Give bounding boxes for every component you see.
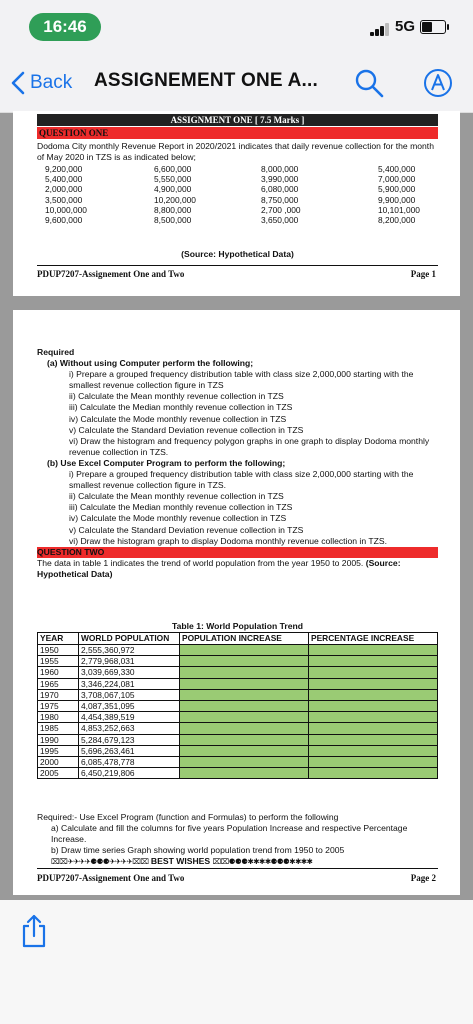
revenue-cell: 5,400,000 <box>45 174 83 185</box>
table-header-cell: PERCENTAGE INCREASE <box>309 633 438 645</box>
revenue-cell: 7,000,000 <box>378 174 416 185</box>
decorative-symbols-right: ⌧⌧⚈⚈⚈✱✱✱✱⚈⚈⚈✱✱✱✱ <box>212 857 313 866</box>
year-cell: 1980 <box>38 712 79 723</box>
percentage-increase-cell[interactable] <box>309 768 438 779</box>
assignment-header: ASSIGNMENT ONE [ 7.5 Marks ] <box>37 114 438 126</box>
percentage-increase-cell[interactable] <box>309 712 438 723</box>
table-row <box>38 712 438 723</box>
population-cell: 6,450,219,806 <box>79 768 180 779</box>
decorative-symbols-left: ⌧⌧✈✈✈✈⚈⚈⚈✈✈✈✈⌧⌧ <box>51 857 149 866</box>
required-two-a: a) Calculate and fill the columns for five years Population Increase and respective Percentage Increase. <box>51 823 408 844</box>
page-footer-rule <box>37 265 438 266</box>
population-cell: 2,555,360,972 <box>79 645 180 656</box>
revenue-cell: 8,800,000 <box>154 204 192 215</box>
document-viewer[interactable] <box>0 113 473 900</box>
page-footer-left: PDUP7207-Assignement One and Two <box>37 873 185 883</box>
revenue-row <box>37 184 427 194</box>
list-item: iii) Calculate the Median monthly revenue collection in TZS <box>69 502 293 513</box>
year-cell: 2005 <box>38 768 79 779</box>
population-increase-cell[interactable] <box>180 689 309 700</box>
revenue-cell: 4,900,000 <box>154 184 192 195</box>
revenue-row <box>37 164 427 174</box>
population-cell: 4,853,252,663 <box>79 723 180 734</box>
revenue-intro: Dodoma City monthly Revenue Report in 2020/2021 indicates that daily revenue collection for the month of May 2020 in TZS is as indicated below; <box>37 141 434 162</box>
population-cell: 5,696,263,461 <box>79 745 180 756</box>
best-wishes-text: BEST WISHES <box>150 856 211 866</box>
required-two-label: Required:- Use Excel Program (function and Formulas) to perform the following <box>37 812 339 822</box>
bottom-toolbar <box>0 900 473 1024</box>
population-increase-cell[interactable] <box>180 645 309 656</box>
percentage-increase-cell[interactable] <box>309 656 438 667</box>
revenue-row <box>37 195 427 205</box>
part-b-list <box>37 469 438 547</box>
required-two-b: b) Draw time series Graph showing world population trend from 1950 to 2005 <box>51 845 345 855</box>
table-row <box>38 745 438 756</box>
population-increase-cell[interactable] <box>180 712 309 723</box>
population-table <box>37 632 438 779</box>
list-item: v) Calculate the Standard Deviation revenue collection in TZS <box>69 524 304 535</box>
population-cell: 2,779,968,031 <box>79 656 180 667</box>
population-cell: 4,454,389,519 <box>79 712 180 723</box>
list-item: iv) Calculate the Mode monthly revenue collection in TZS <box>69 513 287 524</box>
population-cell: 6,085,478,778 <box>79 757 180 768</box>
revenue-cell: 6,080,000 <box>261 184 299 195</box>
source-note: (Source: Hypothetical Data) <box>181 249 294 259</box>
population-increase-cell[interactable] <box>180 768 309 779</box>
percentage-increase-cell[interactable] <box>309 701 438 712</box>
list-item: i) Prepare a grouped frequency distribution table with class size 2,000,000 starting with the smallest revenue collection figure in TZS. <box>69 469 414 491</box>
revenue-cell: 6,600,000 <box>154 164 192 174</box>
table-row <box>38 656 438 667</box>
table-row <box>38 734 438 745</box>
status-time: 16:46 <box>29 13 101 41</box>
revenue-cell: 5,900,000 <box>378 184 416 195</box>
revenue-cell: 8,000,000 <box>261 164 299 174</box>
table-caption: Table 1: World Population Trend <box>172 621 303 631</box>
page-footer-rule <box>37 868 438 869</box>
percentage-increase-cell[interactable] <box>309 667 438 678</box>
page-footer-left: PDUP7207-Assignement One and Two <box>37 269 185 279</box>
table-row <box>38 723 438 734</box>
nav-bar <box>0 52 473 113</box>
share-icon[interactable] <box>19 914 49 948</box>
revenue-cell: 10,101,000 <box>378 204 420 215</box>
revenue-cell: 8,200,000 <box>378 215 416 226</box>
year-cell: 1965 <box>38 678 79 689</box>
required-two-section <box>37 812 438 867</box>
percentage-increase-cell[interactable] <box>309 678 438 689</box>
year-cell: 1955 <box>38 656 79 667</box>
table-row <box>38 757 438 768</box>
revenue-cell: 3,990,000 <box>261 174 299 185</box>
population-cell: 3,346,224,081 <box>79 678 180 689</box>
required-heading: Required <box>37 347 75 357</box>
table-row <box>38 678 438 689</box>
revenue-cell: 5,550,000 <box>154 174 192 185</box>
population-cell: 3,708,067,105 <box>79 689 180 700</box>
year-cell: 1960 <box>38 667 79 678</box>
list-item: vi) Draw the histogram and frequency polygon graphs in one graph to display Dodoma monthly revenue collection in TZS. <box>69 435 430 457</box>
list-item: ii) Calculate the Mean monthly revenue collection in TZS <box>69 391 284 402</box>
table-row <box>38 701 438 712</box>
list-item: ii) Calculate the Mean monthly revenue collection in TZS <box>69 491 284 502</box>
year-cell: 1970 <box>38 689 79 700</box>
year-cell: 1995 <box>38 745 79 756</box>
revenue-cell: 9,600,000 <box>45 215 83 226</box>
population-cell: 4,087,351,095 <box>79 701 180 712</box>
revenue-cell: 5,400,000 <box>378 164 416 174</box>
part-a-list <box>37 369 438 458</box>
question-two-heading: QUESTION TWO <box>37 547 438 558</box>
percentage-increase-cell[interactable] <box>309 723 438 734</box>
year-cell: 1950 <box>38 645 79 656</box>
revenue-cell: 9,200,000 <box>45 164 83 174</box>
population-increase-cell[interactable] <box>180 656 309 667</box>
markup-icon[interactable] <box>423 68 453 98</box>
battery-icon <box>420 20 446 34</box>
year-cell: 2000 <box>38 757 79 768</box>
search-icon[interactable] <box>354 68 384 98</box>
revenue-cell: 2,700 ,000 <box>261 204 301 215</box>
revenue-cell: 8,750,000 <box>261 194 299 205</box>
table-header-cell: YEAR <box>38 633 79 645</box>
page-footer-right: Page 1 <box>410 269 436 279</box>
population-increase-cell[interactable] <box>180 757 309 768</box>
q2-source: (Source: Hypothetical Data) <box>37 557 401 579</box>
table-header-cell: POPULATION INCREASE <box>180 633 309 645</box>
required-two-text <box>37 812 438 823</box>
population-increase-cell[interactable] <box>180 745 309 756</box>
network-label: 5G <box>395 18 416 35</box>
list-item: vi) Draw the histogram graph to display Dodoma monthly revenue collection in TZS. <box>69 535 387 546</box>
table-header-row <box>38 633 438 645</box>
page-footer-right: Page 2 <box>410 873 436 883</box>
q2-intro-text: The data in table 1 indicates the trend of world population from the year 1950 to 2005. <box>37 557 364 568</box>
chevron-left-icon <box>10 71 26 95</box>
document-page-1 <box>13 111 460 296</box>
revenue-cell: 9,900,000 <box>378 194 416 205</box>
table-row <box>38 689 438 700</box>
population-increase-cell[interactable] <box>180 678 309 689</box>
revenue-grid <box>37 164 427 225</box>
table-header-cell: WORLD POPULATION <box>79 633 180 645</box>
population-increase-cell[interactable] <box>180 723 309 734</box>
revenue-row <box>37 174 427 184</box>
list-item: iv) Calculate the Mode monthly revenue collection in TZS <box>69 413 287 424</box>
revenue-cell: 2,000,000 <box>45 184 83 195</box>
list-item: i) Prepare a grouped frequency distribution table with class size 2,000,000 starting with the smallest revenue collection figure in TZS <box>69 369 414 391</box>
revenue-cell: 10,200,000 <box>154 194 196 205</box>
list-item: iii) Calculate the Median monthly revenue collection in TZS <box>69 402 293 413</box>
signal-icon <box>370 22 392 36</box>
revenue-cell: 3,500,000 <box>45 194 83 205</box>
table-row <box>38 667 438 678</box>
document-page-2 <box>13 310 460 895</box>
revenue-row <box>37 205 427 215</box>
population-cell: 5,284,679,123 <box>79 734 180 745</box>
percentage-increase-cell[interactable] <box>309 689 438 700</box>
year-cell: 1975 <box>38 701 79 712</box>
year-cell: 1990 <box>38 734 79 745</box>
question-two-intro <box>37 558 438 580</box>
population-cell: 3,039,669,330 <box>79 667 180 678</box>
percentage-increase-cell[interactable] <box>309 645 438 656</box>
best-wishes-line <box>37 856 438 867</box>
part-b-heading: (b) Use Excel Computer Program to perform the following; <box>47 457 286 468</box>
status-bar <box>0 0 473 52</box>
back-button[interactable] <box>10 70 72 96</box>
required-section <box>37 347 438 580</box>
year-cell: 1985 <box>38 723 79 734</box>
revenue-row <box>37 215 427 225</box>
part-a-heading: (a) Without using Computer perform the following; <box>47 358 254 369</box>
table-row <box>38 768 438 779</box>
population-increase-cell[interactable] <box>180 734 309 745</box>
percentage-increase-cell[interactable] <box>309 757 438 768</box>
question-one-heading: QUESTION ONE <box>37 127 438 139</box>
revenue-cell: 8,500,000 <box>154 215 192 226</box>
list-item: v) Calculate the Standard Deviation revenue collection in TZS <box>69 424 304 435</box>
percentage-increase-cell[interactable] <box>309 745 438 756</box>
back-label: Back <box>30 72 73 93</box>
table-row <box>38 645 438 656</box>
revenue-cell: 3,650,000 <box>261 215 299 226</box>
population-increase-cell[interactable] <box>180 667 309 678</box>
revenue-cell: 10,000,000 <box>45 204 87 215</box>
percentage-increase-cell[interactable] <box>309 734 438 745</box>
document-title: ASSIGNEMENT ONE A... <box>94 70 318 91</box>
population-increase-cell[interactable] <box>180 701 309 712</box>
